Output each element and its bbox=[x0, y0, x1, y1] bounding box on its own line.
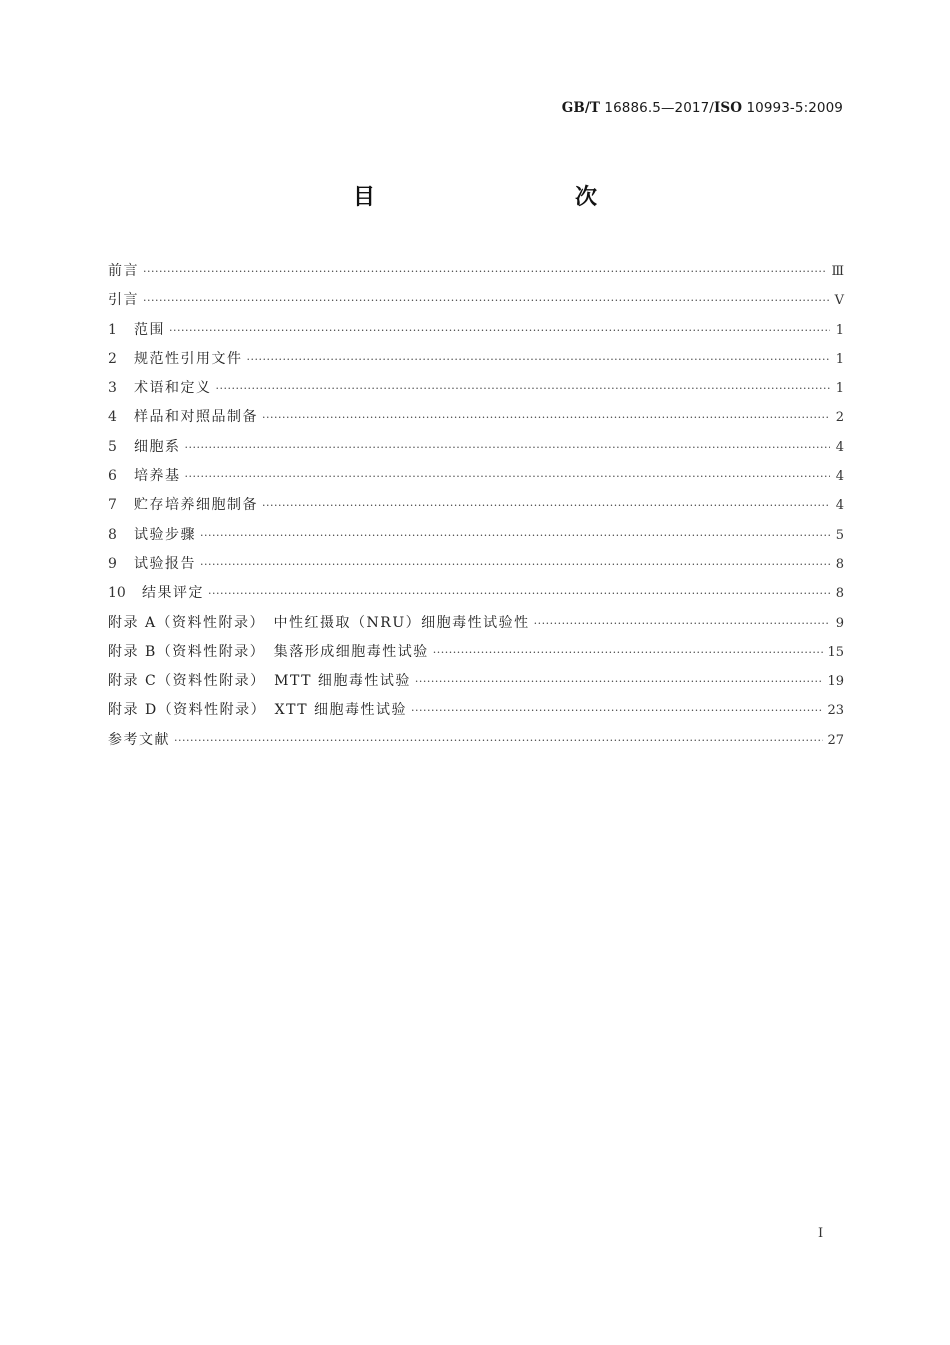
toc-entry[interactable] bbox=[108, 491, 844, 520]
toc-entry-number: 2 bbox=[108, 350, 117, 367]
toc-entry-label: 术语和定义 bbox=[134, 380, 212, 397]
toc-dot-leader bbox=[433, 638, 824, 667]
table-of-contents bbox=[108, 257, 844, 755]
toc-dot-leader bbox=[200, 521, 830, 550]
toc-dot-leader bbox=[216, 374, 831, 403]
toc-entry-page: 15 bbox=[827, 644, 844, 660]
toc-entry-number: 6 bbox=[108, 468, 117, 485]
toc-entry[interactable] bbox=[108, 579, 844, 608]
toc-entry-label: 结果评定 bbox=[142, 585, 204, 602]
toc-entry-number: 1 bbox=[108, 321, 117, 338]
toc-dot-leader bbox=[185, 462, 831, 491]
toc-entry[interactable] bbox=[108, 726, 844, 755]
toc-entry[interactable] bbox=[108, 609, 844, 638]
toc-dot-leader bbox=[200, 550, 830, 579]
toc-entry[interactable] bbox=[108, 433, 844, 462]
toc-entry-label: 前言 bbox=[108, 263, 139, 279]
toc-entry[interactable] bbox=[108, 257, 844, 286]
toc-entry[interactable] bbox=[108, 696, 844, 725]
toc-dot-leader bbox=[247, 345, 831, 374]
toc-entry-number: 9 bbox=[108, 555, 117, 572]
toc-entry[interactable] bbox=[108, 667, 844, 696]
toc-entry-label: 附录 D（资料性附录） XTT 细胞毒性试验 bbox=[108, 702, 408, 719]
toc-entry-label: 参考文献 bbox=[108, 731, 170, 748]
toc-entry-label: 细胞系 bbox=[134, 438, 181, 455]
toc-dot-leader bbox=[143, 257, 827, 286]
toc-dot-leader bbox=[143, 286, 830, 315]
toc-entry-page: 4 bbox=[835, 498, 844, 514]
toc-entry-label: 培养基 bbox=[134, 468, 181, 485]
toc-entry-label: 贮存培养细胞制备 bbox=[134, 497, 258, 514]
standard-code: GB/T bbox=[561, 100, 601, 116]
toc-entry-label: 试验报告 bbox=[134, 555, 196, 572]
toc-dot-leader bbox=[262, 491, 830, 520]
toc-entry-label: 附录 B（资料性附录） 集落形成细胞毒性试验 bbox=[108, 643, 429, 660]
toc-entry-label: 范围 bbox=[134, 321, 165, 338]
page-title: 目 次 bbox=[352, 185, 649, 210]
toc-entry-label: 样品和对照品制备 bbox=[134, 409, 258, 426]
page-number: I bbox=[818, 1226, 824, 1241]
toc-dot-leader bbox=[174, 726, 823, 755]
toc-entry-page: 1 bbox=[835, 351, 844, 367]
toc-entry-page: 4 bbox=[835, 469, 844, 485]
toc-entry-label: 附录 A（资料性附录） 中性红摄取（NRU）细胞毒性试验性 bbox=[108, 614, 530, 631]
toc-entry[interactable] bbox=[108, 638, 844, 667]
iso-standard-number: 10993-5:2009 bbox=[746, 100, 843, 116]
standard-number: 16886.5—2017/ bbox=[604, 100, 714, 116]
toc-entry[interactable] bbox=[108, 374, 844, 403]
toc-entry[interactable] bbox=[108, 286, 844, 315]
toc-entry[interactable] bbox=[108, 462, 844, 491]
toc-entry-number: 5 bbox=[108, 438, 117, 455]
toc-dot-leader bbox=[415, 667, 824, 696]
toc-dot-leader bbox=[262, 403, 830, 432]
toc-entry-page: 4 bbox=[835, 439, 844, 455]
toc-entry-page: 19 bbox=[827, 674, 844, 690]
toc-entry-number: 8 bbox=[108, 526, 117, 543]
toc-entry-number: 7 bbox=[108, 497, 117, 514]
toc-entry-label: 试验步骤 bbox=[134, 526, 196, 543]
toc-entry-page: Ⅴ bbox=[834, 293, 844, 309]
toc-dot-leader bbox=[208, 579, 830, 608]
toc-entry-label: 引言 bbox=[108, 292, 139, 309]
toc-entry-page: 1 bbox=[835, 381, 844, 397]
toc-entry-page: 27 bbox=[827, 732, 844, 748]
toc-entry-page: 1 bbox=[835, 322, 844, 338]
toc-dot-leader bbox=[185, 433, 831, 462]
toc-entry-page: 8 bbox=[835, 586, 844, 602]
toc-dot-leader bbox=[169, 316, 830, 345]
page-header bbox=[562, 100, 843, 116]
toc-entry-label: 附录 C（资料性附录） MTT 细胞毒性试验 bbox=[108, 673, 411, 690]
toc-dot-leader bbox=[534, 609, 830, 638]
toc-entry-page: 9 bbox=[835, 615, 844, 631]
toc-entry-number: 4 bbox=[108, 409, 117, 426]
toc-entry[interactable] bbox=[108, 345, 844, 374]
toc-entry-page: 2 bbox=[835, 410, 844, 426]
toc-entry[interactable] bbox=[108, 521, 844, 550]
toc-dot-leader bbox=[411, 696, 823, 725]
toc-entry[interactable] bbox=[108, 550, 844, 579]
toc-entry-number: 3 bbox=[108, 380, 117, 397]
toc-entry[interactable] bbox=[108, 403, 844, 432]
toc-entry-number: 10 bbox=[108, 585, 126, 602]
toc-entry-label: 规范性引用文件 bbox=[134, 350, 243, 367]
toc-entry-page: Ⅲ bbox=[831, 264, 844, 279]
toc-entry[interactable] bbox=[108, 316, 844, 345]
toc-entry-page: 8 bbox=[835, 556, 844, 572]
toc-entry-page: 23 bbox=[827, 703, 844, 719]
toc-entry-page: 5 bbox=[835, 527, 844, 543]
iso-code: ISO bbox=[713, 100, 743, 116]
